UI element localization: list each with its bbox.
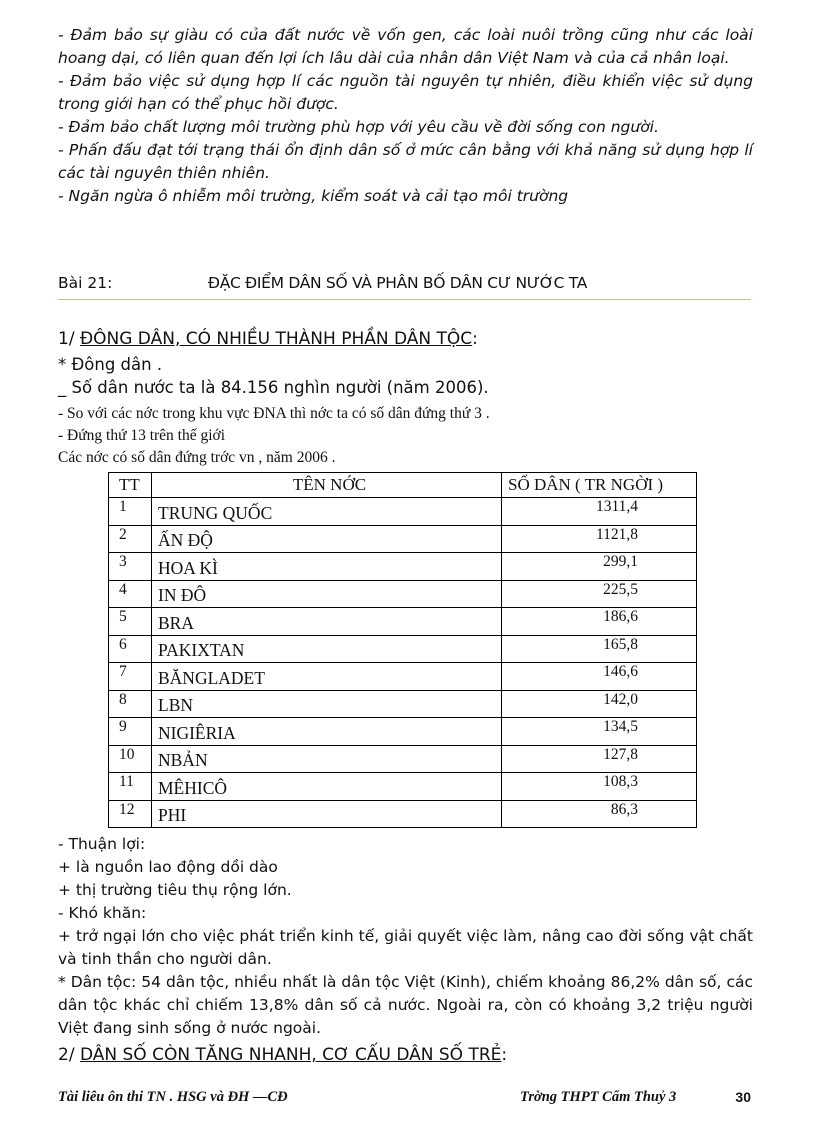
population-cell: 134,5 — [502, 718, 697, 746]
population-cell: 108,3 — [502, 773, 697, 801]
difficulties-heading: - Khó khăn: — [58, 904, 147, 922]
difficulty-item: + trở ngại lớn cho việc phát triển kinh tế, giải quyết việc làm, nâng cao đời sống vật chất và tinh thần cho người dân. — [58, 927, 753, 968]
table-row — [109, 690, 697, 718]
ethnic-paragraph — [58, 971, 753, 1040]
country-cell: MÊHICÔ — [152, 773, 502, 801]
table-header-row — [109, 473, 697, 498]
rank-cell: 3 — [109, 553, 152, 581]
population-cell: 225,5 — [502, 580, 697, 608]
rank-cell: 10 — [109, 745, 152, 773]
country-cell: BĂNGLADET — [152, 663, 502, 691]
table-row — [109, 718, 697, 746]
intro-line: - Phấn đấu đạt tới trạng thái ổn định dân số ở mức cân bằng với khả năng sử dụng hợp lí các tài nguyên thiên nhiên. — [58, 141, 753, 182]
table-row — [109, 745, 697, 773]
section-2-colon: : — [501, 1045, 508, 1065]
lesson-title: ĐẶC ĐIỂM DÂN SỐ VÀ PHÂN BỐ DÂN CƯ NƯỚC TA — [208, 274, 588, 292]
intro-line: - Đảm bảo chất lượng môi trường phù hợp với yêu cầu về đời sống con người. — [58, 118, 659, 136]
rank-cell: 11 — [109, 773, 152, 801]
rank-cell: 7 — [109, 663, 152, 691]
intro-line: - Ngăn ngừa ô nhiễm môi trường, kiểm soát và cải tạo môi trường — [58, 187, 569, 205]
header-country: TÊN NỚC — [152, 473, 502, 498]
population-cell: 146,6 — [502, 663, 697, 691]
body-text — [58, 833, 753, 1040]
population-table — [108, 472, 697, 828]
table-row — [109, 773, 697, 801]
rank-cell: 12 — [109, 800, 152, 828]
table-row — [109, 800, 697, 828]
population-figure: _ Số dân nước ta là 84.156 nghìn người (năm 2006). — [58, 378, 489, 397]
population-cell: 186,6 — [502, 608, 697, 636]
world-rank: - Đứng thứ 13 trên thế giới — [58, 427, 226, 444]
header-population: SỐ DÂN ( TR NGỜI ) — [502, 473, 697, 498]
table-row — [109, 635, 697, 663]
table-row — [109, 663, 697, 691]
intro-line: - Đảm bảo sự giàu có của đất nước về vốn gen, các loài nuôi trồng cũng như các loài hoang dại, có liên quan đến lợi ích lâu dài của nhân dân Việt Nam và của cả nhân loại. — [58, 26, 753, 67]
page-footer — [58, 1089, 751, 1109]
rank-cell: 2 — [109, 525, 152, 553]
rank-cell: 9 — [109, 718, 152, 746]
header-rank: TT — [109, 473, 152, 498]
advantage-item: + là nguồn lao động dồi dào — [58, 858, 278, 876]
section-1-colon: : — [472, 329, 478, 349]
population-cell: 165,8 — [502, 635, 697, 663]
section-1-heading — [58, 329, 478, 349]
advantage-item: + thị trường tiêu thụ rộng lớn. — [58, 881, 292, 899]
section-2-title: DÂN SỐ CÒN TĂNG NHANH, CƠ CẤU DÂN SỐ TRẺ — [79, 1045, 502, 1065]
country-cell: TRUNG QUỐC — [152, 498, 502, 526]
table-row — [109, 525, 697, 553]
rank-cell: 4 — [109, 580, 152, 608]
population-cell: 127,8 — [502, 745, 697, 773]
table-row — [109, 580, 697, 608]
lesson-heading — [58, 272, 751, 300]
rank-cell: 6 — [109, 635, 152, 663]
population-cell: 1311,4 — [502, 498, 697, 526]
intro-line: - Đảm bảo việc sử dụng hợp lí các nguồn tài nguyên tự nhiên, điều khiển việc sử dụng trong giới hạn có thể phục hồi được. — [58, 72, 753, 113]
country-cell: PAKIXTAN — [152, 635, 502, 663]
population-cell: 142,0 — [502, 690, 697, 718]
rank-cell: 5 — [109, 608, 152, 636]
rank-cell: 1 — [109, 498, 152, 526]
population-cell: 86,3 — [502, 800, 697, 828]
advantages-heading: - Thuận lợi: — [58, 835, 146, 853]
country-cell: NIGIÊRIA — [152, 718, 502, 746]
population-cell: 299,1 — [502, 553, 697, 581]
country-cell: PHI — [152, 800, 502, 828]
country-cell: LBN — [152, 690, 502, 718]
section-1-prefix: 1/ — [58, 329, 80, 349]
ethnic-text: 54 dân tộc, nhiều nhất là dân tộc Việt (Kinh), chiếm khoảng 86,2% dân số, các dân tộc khác chỉ chiếm 13,8% dân số cả nước. Ngoài ra, còn có khoảng 3,2 triệu người Việt đang sinh sống ở nước ngoài. — [58, 973, 753, 1037]
population-bullet: * Đông dân . — [58, 355, 163, 374]
population-cell: 1121,8 — [502, 525, 697, 553]
country-cell: ẤN ĐỘ — [152, 525, 502, 553]
ethnic-label: * Dân tộc: — [58, 973, 137, 991]
country-cell: BRA — [152, 608, 502, 636]
table-row — [109, 498, 697, 526]
lesson-number: Bài 21: — [58, 274, 113, 292]
regional-rank: - So với các nớc trong khu vực ĐNA thì nớc ta có số dân đứng thứ 3 . — [58, 405, 490, 422]
section-2-heading — [58, 1045, 507, 1065]
table-row — [109, 553, 697, 581]
rank-cell: 8 — [109, 690, 152, 718]
intro-paragraphs — [58, 24, 753, 208]
country-cell: IN ĐÔ — [152, 580, 502, 608]
table-caption: Các nớc có số dân đứng trớc vn , năm 2006 . — [58, 449, 336, 466]
section-1-title: ĐÔNG DÂN, CÓ NHIỀU THÀNH PHẦN DÂN TỘC — [79, 329, 473, 349]
footer-school: Trờng THPT Cẩm Thuỷ 3 — [520, 1089, 677, 1105]
section-2-prefix: 2/ — [58, 1045, 80, 1065]
footer-left: Tài liêu ôn thi TN . HSG và ĐH —CĐ — [58, 1089, 288, 1105]
country-cell: HOA KÌ — [152, 553, 502, 581]
country-cell: NBẢN — [152, 745, 502, 773]
page-number: 30 — [735, 1089, 751, 1105]
table-row — [109, 608, 697, 636]
